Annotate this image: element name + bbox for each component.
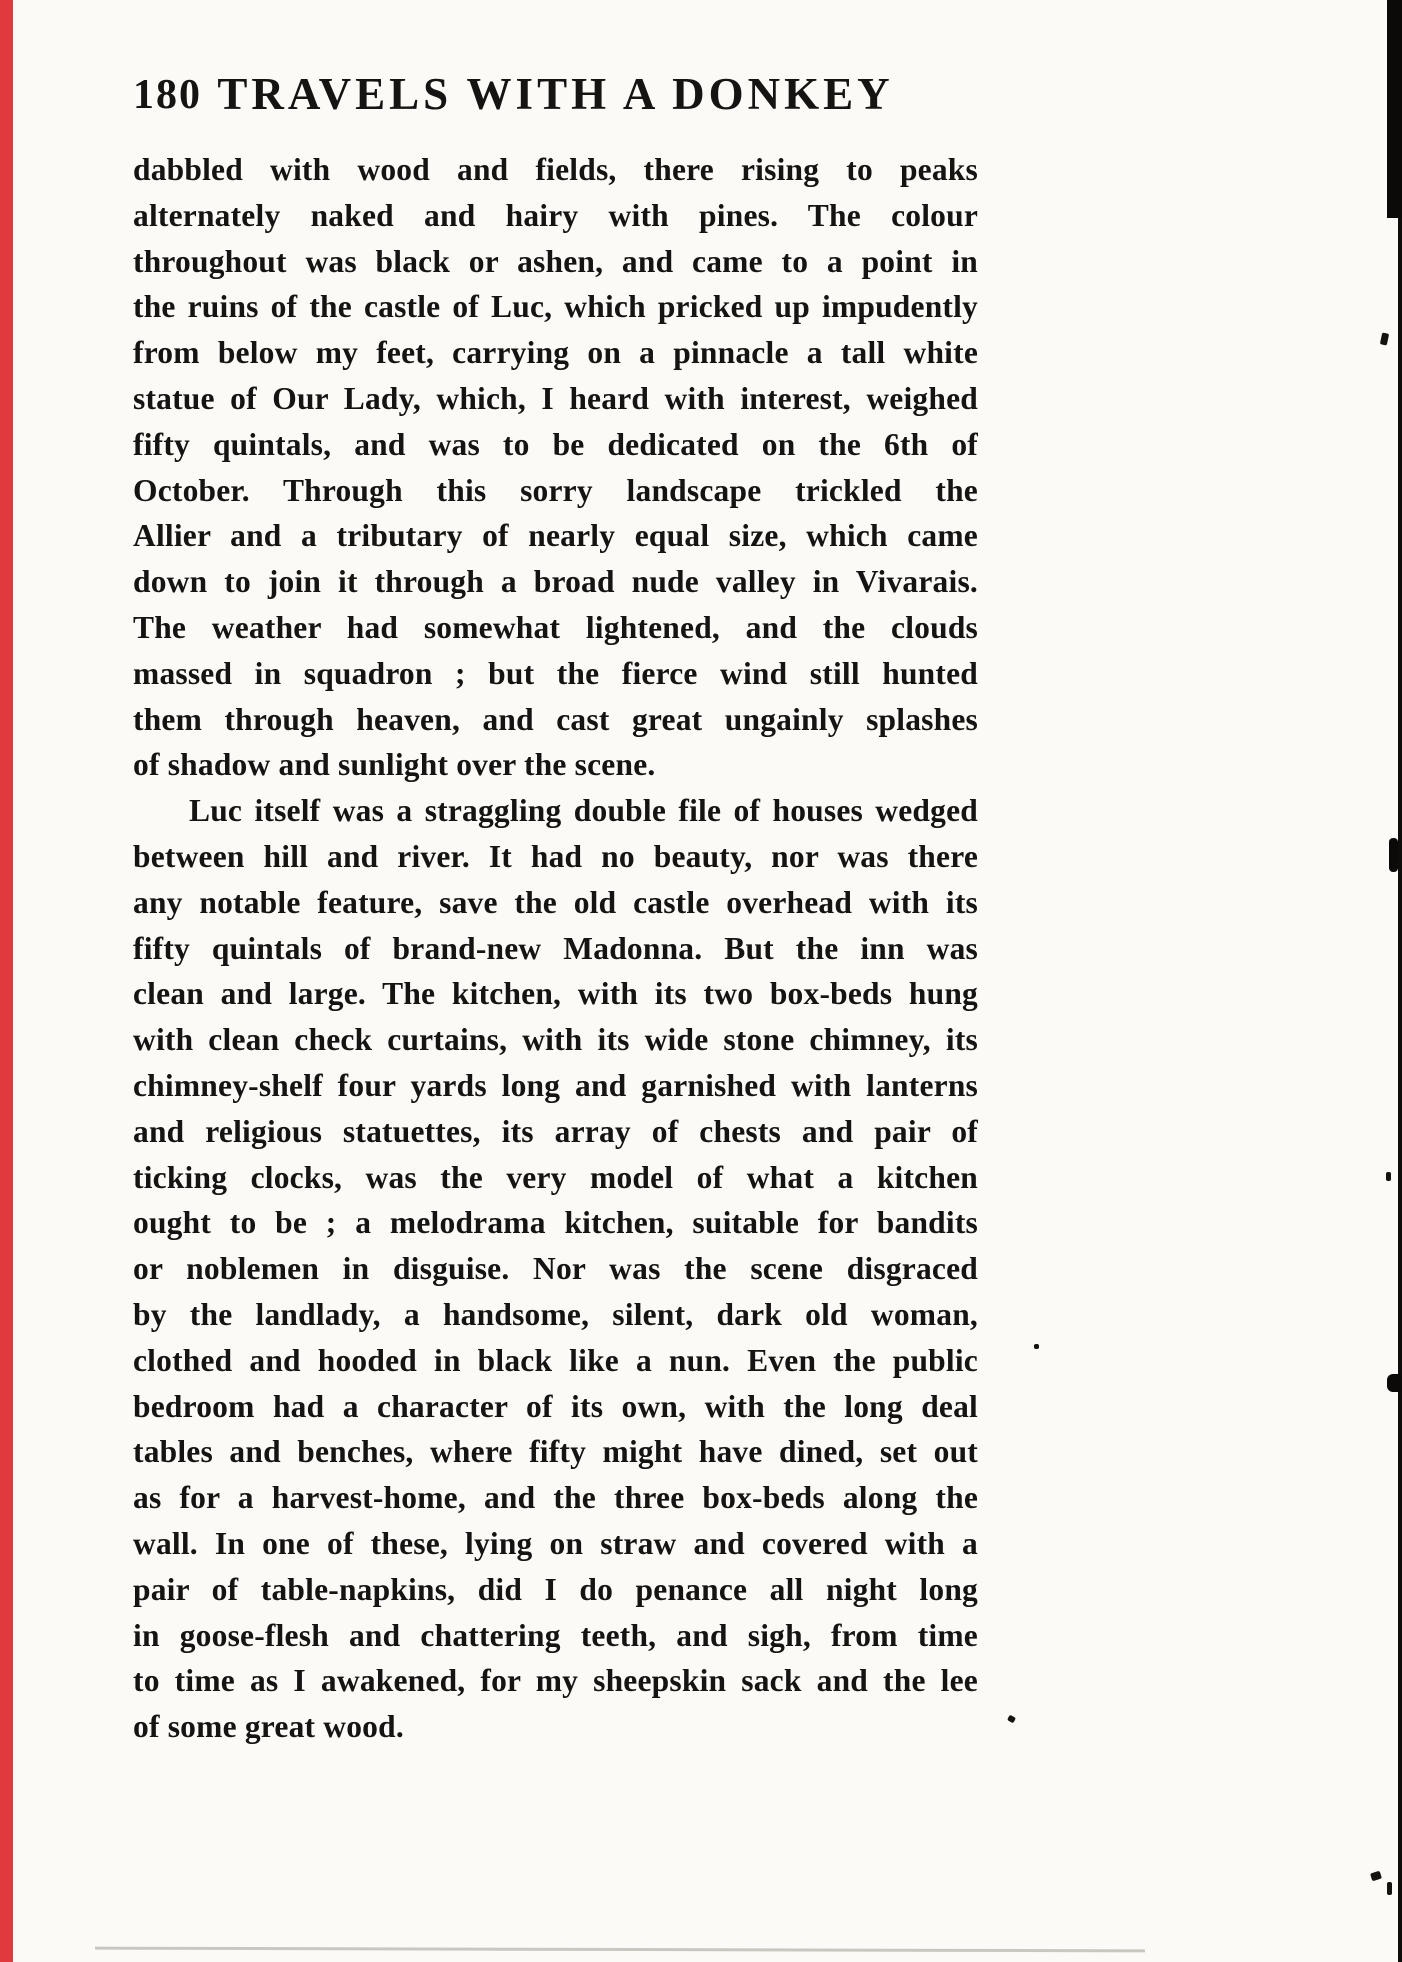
text-line: Allier and a tributary of nearly equal size, which came [133,518,978,554]
text-line: from below my feet, carrying on a pinnacle a tall white [133,335,978,371]
text-line: bedroom had a character of its own, with the long deal [133,1388,978,1424]
text-line: down to join it through a broad nude valley in Vivarais. [133,564,978,600]
text-line: as for a harvest-home, and the three box-beds along the [133,1480,978,1516]
scan-border-right [1398,0,1402,1962]
text-line: of some great wood. [133,1709,404,1745]
text-line: to time as I awakened, for my sheepskin sack and the lee [133,1663,978,1699]
ink-speck [1386,1172,1391,1181]
ink-speck [1007,1715,1016,1724]
ink-speck [1370,1871,1382,1882]
text-line: of shadow and sunlight over the scene. [133,747,656,783]
scan-bottom-edge-line [95,1947,1145,1953]
text-line: pair of table-napkins, did I do penance all night long [133,1571,978,1607]
text-line: throughout was black or ashen, and came to a point in [133,243,978,279]
text-line: them through heaven, and cast great ungainly splashes [133,701,978,737]
text-line: fifty quintals of brand-new Madonna. But the inn was [133,930,978,966]
text-line: October. Through this sorry landscape trickled the [133,472,978,508]
text-line: ought to be ; a melodrama kitchen, suitable for bandits [133,1205,978,1241]
text-line: tables and benches, where fifty might have dined, set out [133,1434,978,1470]
text-line: any notable feature, save the old castle overhead with its [133,884,978,920]
ink-speck [1380,332,1389,345]
text-line: clothed and hooded in black like a nun. Even the public [133,1342,978,1378]
text-line: dabbled with wood and fields, there rising to peaks [133,152,978,187]
ink-speck [1387,1882,1392,1895]
text-line: with clean check curtains, with its wide stone chimney, its [133,1022,978,1058]
running-head-title: TRAVELS WITH A DONKEY [217,69,894,119]
text-line: statue of Our Lady, which, I heard with interest, weighed [133,380,978,416]
text-line: clean and large. The kitchen, with its two box-beds hung [133,976,978,1012]
text-line: wall. In one of these, lying on straw and covered with a [133,1525,978,1561]
text-line: or noblemen in disguise. Nor was the scene disgraced [133,1251,978,1287]
scan-border-top-right [1387,0,1402,218]
text-line: in goose-flesh and chattering teeth, and sigh, from time [133,1617,978,1653]
text-line: by the landlady, a handsome, silent, dark old woman, [133,1296,978,1332]
text-line: ticking clocks, was the very model of what a kitchen [133,1159,978,1195]
body-text [133,147,978,1750]
text-line: fifty quintals, and was to be dedicated on the 6th of [133,426,978,462]
book-red-page-edge [0,0,13,1962]
text-line: Luc itself was a straggling double file of houses wedged [189,793,978,829]
text-line: between hill and river. It had no beauty, nor was there [133,838,978,874]
scan-border-blob [1389,838,1398,872]
scan-border-blob [1387,1374,1401,1392]
text-line: massed in squadron ; but the fierce wind still hunted [133,655,978,691]
ink-speck [1034,1344,1039,1349]
text-line: alternately naked and hairy with pines. The colour [133,197,978,233]
text-line: chimney-shelf four yards long and garnished with lanterns [133,1067,978,1103]
text-line: the ruins of the castle of Luc, which pricked up impudently [133,289,978,325]
text-line: The weather had somewhat lightened, and the clouds [133,609,978,645]
page-number: 180 [133,72,202,118]
text-line: and religious statuettes, its array of chests and pair of [133,1113,978,1149]
